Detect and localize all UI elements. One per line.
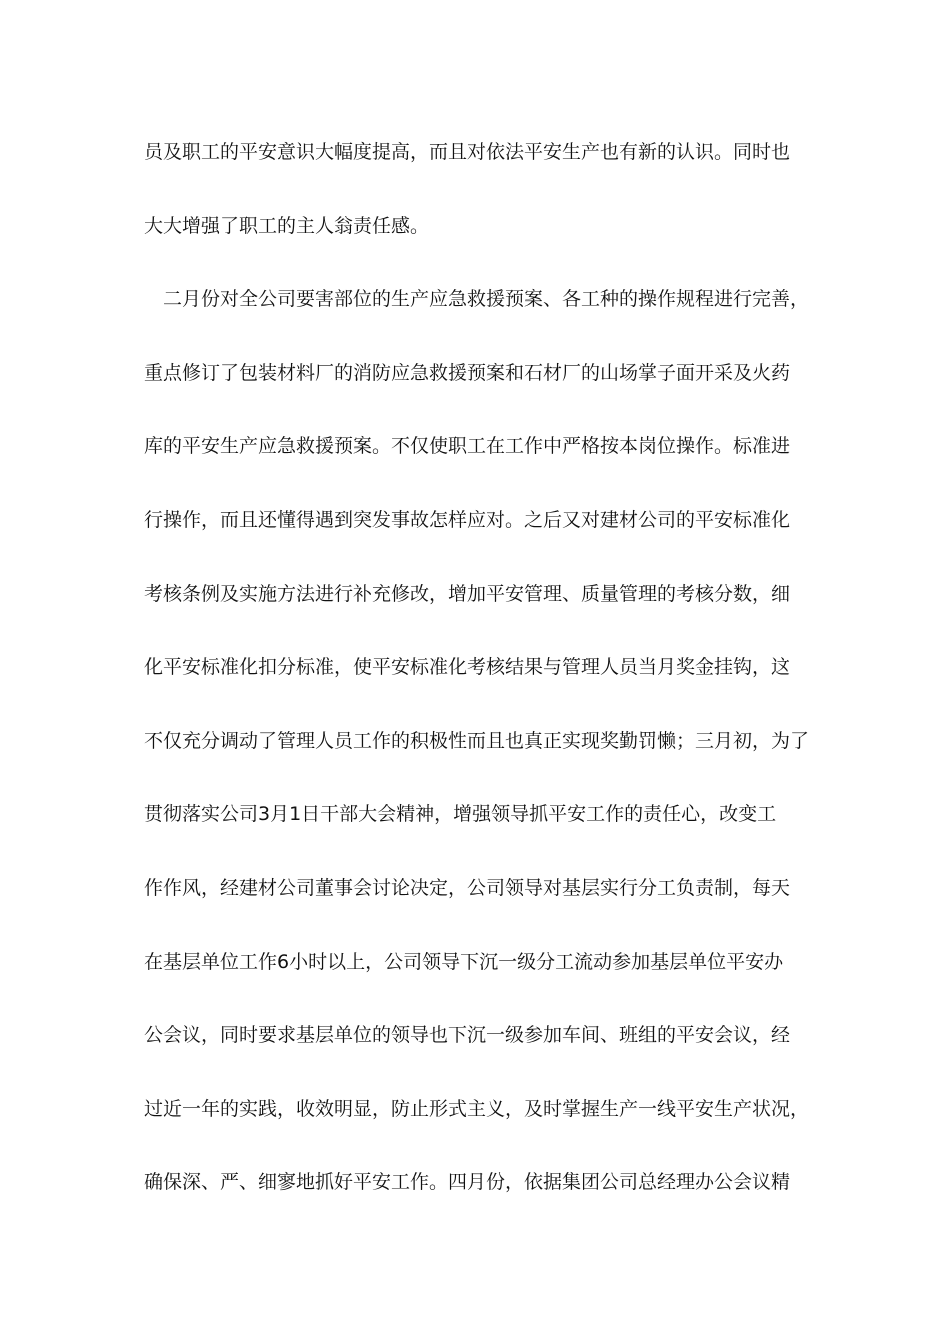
text-line: 考核条例及实施方法进行补充修改，增加平安管理、质量管理的考核分数，细 [144,582,791,605]
text-line: 不仅充分调动了管理人员工作的积极性而且也真正实现奖勤罚懒；三月初，为了 [144,729,810,752]
text-line: 化平安标准化扣分标准，使平安标准化考核结果与管理人员当月奖金挂钩，这 [144,656,791,679]
body-text [144,131,810,1235]
text-line: 作作风，经建材公司董事会讨论决定，公司领导对基层实行分工负责制，每天 [144,876,791,899]
text-line: 重点修订了包装材料厂的消防应急救援预案和石材厂的山场掌子面开采及火药 [144,361,791,384]
text-line: 行操作，而且还懂得遇到突发事故怎样应对。之后又对建材公司的平安标准化 [144,508,791,531]
text-line: 公会议，同时要求基层单位的领导也下沉一级参加车间、班组的平安会议，经 [144,1024,791,1047]
paragraph-start-line: 二月份对全公司要害部位的生产应急救援预案、各工种的操作规程进行完善， [163,288,810,311]
text-line: 库的平安生产应急救援预案。不仅使职工在工作中严格按本岗位操作。标准进 [144,435,791,458]
text-line: 过近一年的实践，收效明显，防止形式主义，及时掌握生产一线平安生产状况， [144,1097,810,1120]
text-line: 贯彻落实公司3月1日干部大会精神，增强领导抓平安工作的责任心，改变工 [144,803,777,826]
text-line: 员及职工的平安意识大幅度提高，而且对依法平安生产也有新的认识。同时也 [144,141,791,163]
text-line: 确保深、严、细寥地抓好平安工作。四月份，依据集团公司总经理办公会议精 [144,1171,791,1194]
text-line: 大大增强了职工的主人翁责任感。 [144,214,430,237]
text-line: 在基层单位工作6小时以上，公司领导下沉一级分工流动参加基层单位平安办 [144,950,784,973]
